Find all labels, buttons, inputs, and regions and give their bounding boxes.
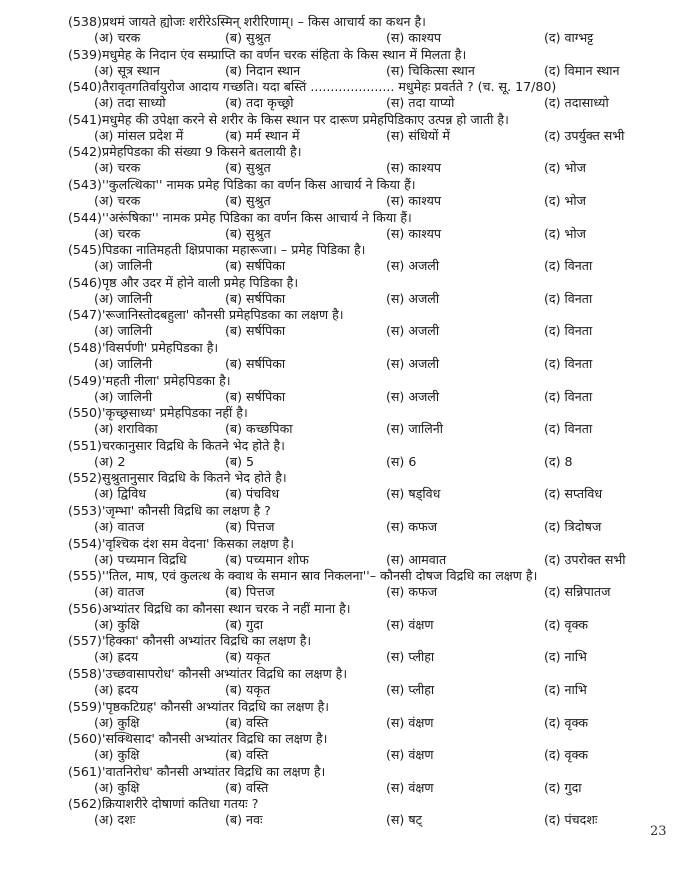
option-a: (अ) जालिनी	[94, 356, 153, 371]
option-d: (द) भोज	[544, 225, 586, 241]
option-a: (अ) दशः	[94, 812, 136, 828]
option-b: (ब) पित्तज	[225, 584, 275, 600]
answer-options	[68, 811, 668, 828]
question-number: (544)	[68, 209, 102, 225]
question-text: 'रूजानिस्तोदबहुला' कौनसी प्रमेहपिडका का लक्षण है।	[102, 307, 344, 323]
question-text: मधुमेह के निदान एंव सम्प्राप्ति का वर्णन चरक संहिता के किस स्थान में मिलता है।	[102, 46, 467, 62]
option-a: (अ) मांसल प्रदेश में	[94, 127, 184, 143]
question-number: (546)	[68, 274, 102, 290]
question-text: तैरावृतगतिर्वायुरोज आदाय गच्छति। यदा बस्तिं ..................... मधुमेहः प्रवर्तते ? (च. सू. 17/80)	[102, 79, 557, 95]
option-b: (ब) नवः	[225, 812, 263, 828]
question	[68, 306, 668, 323]
answer-options	[68, 388, 668, 405]
question-number: (557)	[68, 633, 102, 649]
option-b: (ब) सर्षपिका	[225, 388, 286, 404]
page-number: 23	[650, 824, 667, 839]
option-d: (द) पंचदशः	[544, 812, 598, 828]
answer-options	[68, 485, 668, 502]
option-b: (ब) यकृत	[225, 649, 271, 665]
question-number: (561)	[68, 763, 102, 779]
answer-options	[68, 355, 668, 372]
question-number: (547)	[68, 307, 102, 323]
option-c: (स) काश्यप	[386, 160, 442, 176]
option-d: (द) भोज	[544, 193, 586, 208]
answer-options	[68, 159, 668, 176]
option-d: (द) सप्तविध	[544, 486, 603, 502]
option-c: (स) कफज	[386, 584, 438, 600]
question-text: ''अरूंषिका'' नामक प्रमेह पिडिका का वर्णन किस आचार्य ने किया हैं।	[102, 209, 412, 225]
question-number: (556)	[68, 600, 102, 616]
option-d: (द) भोज	[544, 160, 586, 176]
question-number: (550)	[68, 405, 102, 421]
option-c: (स) 6	[386, 453, 417, 469]
question-number: (552)	[68, 470, 102, 486]
option-b: (ब) सर्षपिका	[225, 356, 286, 371]
question	[68, 469, 668, 486]
option-a: (अ) सूत्र स्थान	[94, 62, 160, 78]
option-d: (द) त्रिदोषज	[544, 519, 602, 534]
answer-options	[68, 225, 668, 242]
question-text: 'कृच्छ्रसाध्य' प्रमेहपिडका नहीं है।	[102, 405, 248, 421]
question-number: (555)	[68, 568, 102, 584]
option-c: (स) वंक्षण	[386, 714, 434, 730]
question-number: (558)	[68, 666, 102, 681]
option-a: (अ) जालिनी	[94, 290, 153, 306]
question	[68, 176, 668, 193]
question-number: (559)	[68, 698, 102, 714]
question-text: 'वातनिरोध' कौनसी अभ्यांतर विद्रधि का लक्षण है।	[102, 763, 326, 779]
option-d: (द) विनता	[544, 356, 593, 371]
answer-options	[68, 257, 668, 274]
answer-options	[68, 290, 668, 307]
answer-options	[68, 322, 668, 339]
option-a: (अ) 2	[94, 453, 126, 469]
question-number: (545)	[68, 242, 102, 258]
option-d: (द) विनता	[544, 323, 593, 339]
option-b: (ब) सर्षपिका	[225, 323, 286, 339]
option-c: (स) काश्यप	[386, 193, 442, 208]
option-b: (ब) कच्छपिका	[225, 421, 293, 437]
option-c: (स) वंक्षण	[386, 747, 434, 763]
question-text: प्रथमं जायते ह्योजः शरीरेऽस्मिन् शरीरिणाम्। – किस आचार्य का कथन है।	[102, 14, 426, 29]
question-number: (560)	[68, 731, 102, 747]
question	[68, 404, 668, 421]
question-text: पिडका नातिमहती क्षिप्रपाका महारूजा। – प्रमेह पिडिका है।	[102, 242, 366, 258]
option-c: (स) काश्यप	[386, 225, 442, 241]
option-c: (स) काश्यप	[386, 30, 442, 45]
option-d: (द) वृक्क	[544, 747, 589, 763]
question	[68, 698, 668, 715]
question-text: 'सक्थिसाद' कौनसी अभ्यांतर विद्रधि का लक्षण है।	[102, 731, 328, 747]
option-a: (अ) पच्यमान विद्रधि	[94, 551, 187, 567]
option-d: (द) नाभि	[544, 649, 587, 665]
option-a: (अ) चरक	[94, 30, 141, 45]
option-d: (द) उपर्युक्त सभी	[544, 127, 625, 143]
option-d: (द) विनता	[544, 290, 593, 306]
option-d: (द) विनता	[544, 388, 593, 404]
option-a: (अ) जालिनी	[94, 323, 153, 339]
option-b: (ब) पंचविध	[225, 486, 280, 502]
option-d: (द) वृक्क	[544, 616, 589, 632]
option-a: (अ) जालिनी	[94, 388, 153, 404]
question	[68, 502, 668, 519]
question-number: (562)	[68, 796, 102, 812]
question-number: (553)	[68, 503, 102, 518]
answer-options	[68, 714, 668, 731]
question-text: ''कुलत्थिका'' नामक प्रमेह पिडिका का वर्णन किस आचार्य ने किया हैं।	[102, 177, 416, 192]
option-d: (द) तदासाध्यो	[544, 95, 609, 111]
option-d: (द) विनता	[544, 258, 593, 274]
option-b: (ब) पच्यमान शोफ	[225, 551, 309, 567]
option-a: (अ) जालिनी	[94, 258, 153, 274]
question-text: अभ्यांतर विद्रधि का कौनसा स्थान चरक ने नहीं माना है।	[102, 600, 351, 616]
option-c: (स) अजली	[386, 323, 440, 339]
question-text: 'हिक्का' कौनसी अभ्यांतर विद्रधि का लक्षण है।	[102, 633, 312, 649]
option-d: (द) उपरोक्त सभी	[544, 551, 626, 567]
question-text: 'पृष्ठकटिग्रह' कौनसी अभ्यांतर विद्रधि का लक्षण है।	[102, 698, 330, 714]
option-b: (ब) पित्तज	[225, 519, 275, 534]
option-c: (स) षट्	[386, 812, 422, 828]
answer-options	[68, 420, 668, 437]
question	[68, 763, 668, 780]
question-text: चरकानुसार विद्रधि के कितने भेद होते है।	[102, 437, 285, 453]
question-text: 'वृश्चिक दंश सम वेदना' किसका लक्षण है।	[102, 535, 294, 551]
question-text: सुश्रुतानुसार विद्रधि के कितने भेद होते है।	[102, 470, 287, 486]
option-b: (ब) सर्षपिका	[225, 258, 286, 274]
question-number: (549)	[68, 372, 102, 388]
option-c: (स) वंक्षण	[386, 616, 434, 632]
answer-options	[68, 94, 668, 111]
question	[68, 46, 668, 63]
answer-options	[68, 681, 668, 698]
option-a: (अ) कुक्षि	[94, 747, 140, 763]
answer-options	[68, 779, 668, 796]
option-c: (स) संधियों में	[386, 127, 450, 143]
question	[68, 78, 668, 95]
question	[68, 274, 668, 291]
question-number: (551)	[68, 437, 102, 453]
option-a: (अ) चरक	[94, 160, 141, 176]
option-a: (अ) द्विविध	[94, 486, 146, 502]
option-b: (ब) सर्षपिका	[225, 290, 286, 306]
option-c: (स) कफज	[386, 519, 438, 534]
answer-options	[68, 746, 668, 763]
option-c: (स) प्लीहा	[386, 682, 435, 697]
question	[68, 730, 668, 747]
answer-options	[68, 29, 668, 46]
option-c: (स) अजली	[386, 290, 440, 306]
question	[68, 795, 668, 812]
option-c: (स) अजली	[386, 356, 440, 371]
option-b: (ब) सुश्रुत	[225, 160, 271, 176]
question-number: (540)	[68, 79, 102, 95]
option-a: (अ) वातज	[94, 519, 145, 534]
option-d: (द) गुदा	[544, 779, 582, 795]
question-text: क्रियाशरीरे दोषाणां कतिधा गतयः ?	[102, 796, 259, 812]
question	[68, 209, 668, 226]
option-a: (अ) तदा साध्यो	[94, 95, 166, 111]
question	[68, 339, 668, 356]
question-text: 'उच्छवासापरोध' कौनसी अभ्यांतर विद्रधि का लक्षण है।	[102, 666, 348, 681]
option-a: (अ) ह्रदय	[94, 682, 139, 697]
question-number: (543)	[68, 177, 102, 192]
question-text: पृष्ठ और उदर में होने वाली प्रमेह पिडिका है।	[102, 274, 299, 290]
option-b: (ब) मर्म स्थान में	[225, 127, 300, 143]
answer-options	[68, 551, 668, 568]
answer-options	[68, 127, 668, 144]
option-c: (स) अजली	[386, 258, 440, 274]
answer-options	[68, 648, 668, 665]
option-c: (स) चिकित्सा स्थान	[386, 62, 475, 78]
question	[68, 665, 668, 682]
answer-options	[68, 453, 668, 470]
option-c: (स) वंक्षण	[386, 779, 434, 795]
option-c: (स) षड्विध	[386, 486, 441, 502]
option-d: (द) सन्निपातज	[544, 584, 611, 600]
option-d: (द) वाग्भट्ट	[544, 30, 594, 45]
option-d: (द) नाभि	[544, 682, 587, 697]
question	[68, 600, 668, 617]
answer-options	[68, 583, 668, 600]
option-b: (ब) सुश्रुत	[225, 193, 271, 208]
option-d: (द) 8	[544, 453, 573, 469]
answer-options	[68, 62, 668, 79]
option-a: (अ) चरक	[94, 225, 141, 241]
question	[68, 143, 668, 160]
option-b: (ब) यकृत	[225, 682, 271, 697]
question-number: (539)	[68, 46, 102, 62]
option-a: (अ) कुक्षि	[94, 616, 140, 632]
question	[68, 632, 668, 649]
option-b: (ब) गुदा	[225, 616, 264, 632]
answer-options	[68, 518, 668, 535]
question-text: 'विसर्पणी' प्रमेहपिडका है।	[102, 340, 219, 355]
question-number: (538)	[68, 14, 102, 29]
question	[68, 241, 668, 258]
question	[68, 535, 668, 552]
option-c: (स) प्लीहा	[386, 649, 435, 665]
question-text: 'जृम्भा' कौनसी विद्रधि का लक्षण है ?	[102, 503, 271, 518]
option-b: (ब) सुश्रुत	[225, 225, 271, 241]
option-d: (द) विमान स्थान	[544, 62, 620, 78]
question-text: ''तिल, माष, एवं कुलत्थ के क्वाथ के समान स्राव निकलना''– कौनसी दोषज विद्रधि का लक्षण है।	[102, 568, 538, 584]
option-d: (द) वृक्क	[544, 714, 589, 730]
question	[68, 437, 668, 454]
question	[68, 13, 668, 30]
question	[68, 372, 668, 389]
question-number: (541)	[68, 111, 102, 127]
option-a: (अ) कुक्षि	[94, 714, 140, 730]
option-b: (ब) निदान स्थान	[225, 62, 301, 78]
answer-options	[68, 192, 668, 209]
question-text: मधुमेह की उपेक्षा करने से शरीर के किस स्थान पर दारूण प्रमेहपिडिकाए उत्पन्न हो जाती है।	[102, 111, 509, 127]
answer-options	[68, 616, 668, 633]
option-b: (ब) तदा कृच्छ्रो	[225, 95, 294, 111]
option-b: (ब) वस्ति	[225, 714, 269, 730]
option-c: (स) अजली	[386, 388, 440, 404]
option-d: (द) विनता	[544, 421, 593, 437]
question	[68, 567, 668, 584]
option-b: (ब) वस्ति	[225, 747, 269, 763]
option-c: (स) आमवात	[386, 551, 447, 567]
option-b: (ब) सुश्रुत	[225, 30, 271, 45]
question-number: (554)	[68, 535, 102, 551]
option-b: (ब) 5	[225, 453, 255, 469]
question	[68, 111, 668, 128]
option-a: (अ) कुक्षि	[94, 779, 140, 795]
option-a: (अ) वातज	[94, 584, 145, 600]
option-a: (अ) शराविका	[94, 421, 158, 437]
question-number: (542)	[68, 144, 102, 160]
question-number: (548)	[68, 340, 102, 355]
option-c: (स) जालिनी	[386, 421, 444, 437]
question-text: 'महती नीला' प्रमेहपिडका है।	[102, 372, 231, 388]
option-a: (अ) चरक	[94, 193, 141, 208]
question-text: प्रमेहपिडका की संख्या 9 किसने बतलायी है।	[102, 144, 302, 160]
option-b: (ब) वस्ति	[225, 779, 269, 795]
option-a: (अ) ह्रदय	[94, 649, 139, 665]
option-c: (स) तदा याप्यो	[386, 95, 455, 111]
